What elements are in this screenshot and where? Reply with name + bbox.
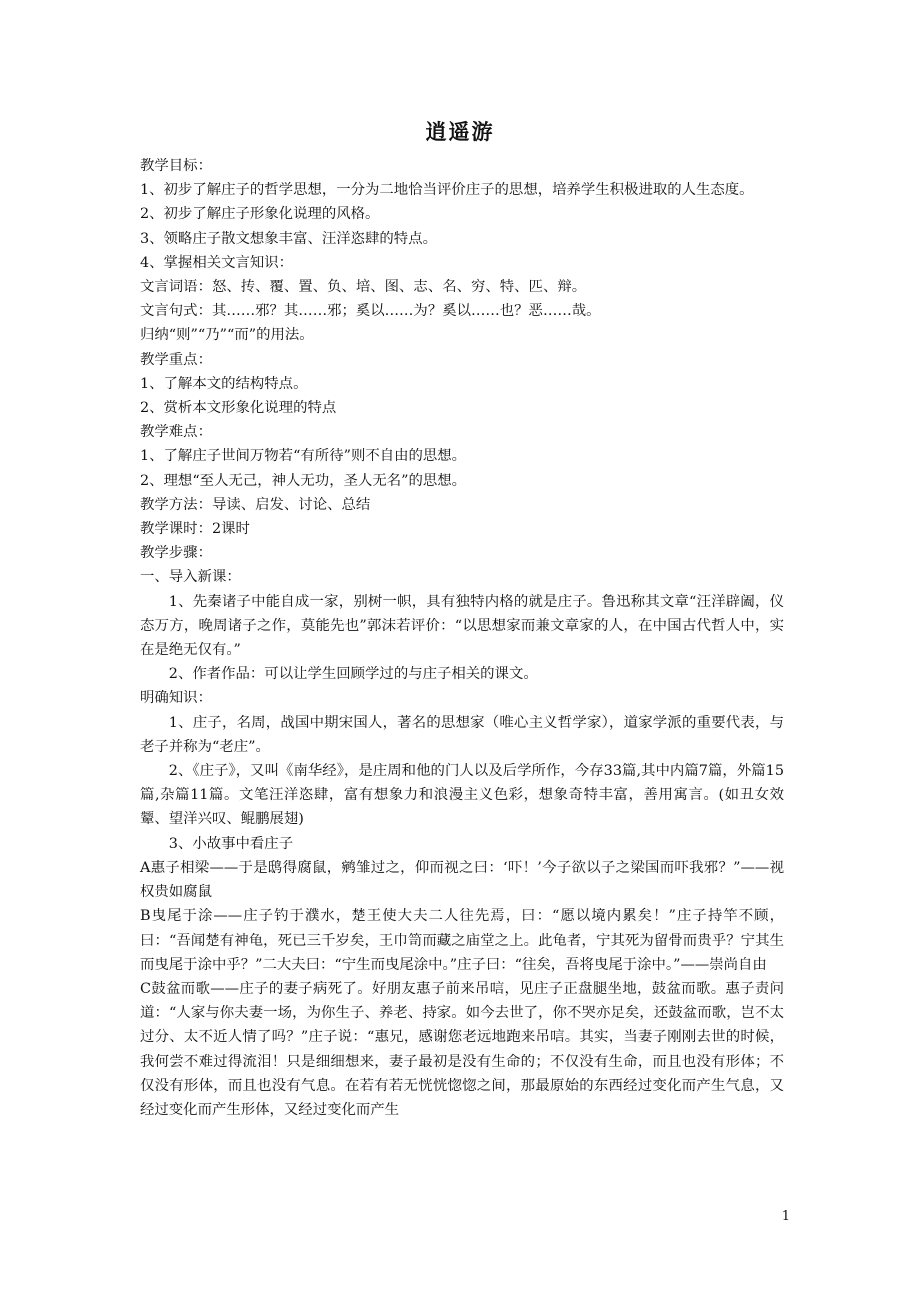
paragraph: 2、初步了解庄子形象化说理的风格。 <box>140 206 380 223</box>
paragraph: C鼓盆而歌——庄子的妻子病死了。好朋友惠子前来吊唁，见庄子正盘腿坐地，鼓盆而歌。惠子责问道：“人家与你夫妻一场，为你生子、养老、持家。如今去世了，你不哭亦足矣，还鼓盆而歌，岂不太过分、太不近人情了吗？”庄子说：“惠兄，感谢您老远地跑来吊唁。其实，当妻子刚刚去世的时候，我何尝不难过得流泪！只是细细想来，妻子最初是没有生命的；不仅没有生命，而且也没有形体；不仅没有形体，而且也没有气息。在若有若无恍恍惚惚之间，那最原始的东西经过变化而产生气息，又经过变化而产生形体，又经过变化而产生 <box>140 980 784 1118</box>
paragraph: 一、导入新课： <box>140 569 241 586</box>
paragraph: 教学目标： <box>140 158 212 174</box>
document-body <box>140 154 784 1122</box>
paragraph: 3、小故事中看庄子 <box>168 835 294 852</box>
paragraph: 归纳“则”“乃”“而”的用法。 <box>140 327 314 344</box>
paragraph: 1、了解庄子世间万物若“有所待”则不自由的思想。 <box>140 448 467 465</box>
paragraph: A惠子相梁——于是鸱得腐鼠，鹓雏过之，仰而视之曰：‘吓！’今子欲以子之梁国而吓我邪？”——视权贵如腐鼠 <box>140 859 784 901</box>
paragraph: B曳尾于涂——庄子钓于濮水，楚王使大夫二人往先焉，曰：“愿以境内累矣！”庄子持竿不顾，曰：“吾闻楚有神龟，死已三千岁矣，王巾笥而藏之庙堂之上。此龟者，宁其死为留骨而贵乎？宁其生而曳尾于涂中乎？”二大夫曰：“宁生而曳尾涂中。”庄子曰：“往矣，吾将曳尾于涂中。”——崇尚自由 <box>140 908 784 973</box>
paragraph: 1、了解本文的结构特点。 <box>140 375 308 392</box>
paragraph: 文言句式：其……邪？其……邪；奚以……为？奚以……也？恶……哉。 <box>140 303 601 320</box>
paragraph: 2、理想“至人无己，神人无功，圣人无名”的思想。 <box>140 472 467 489</box>
paragraph: 1、初步了解庄子的哲学思想，一分为二地恰当评价庄子的思想，培养学生积极进取的人生态度。 <box>140 182 754 199</box>
paragraph: 2、《庄子》，又叫《南华经》，是庄周和他的门人以及后学所作，今存33篇,其中内篇7篇，外篇15篇,杂篇11篇。文笔汪洋恣肆，富有想象力和浪漫主义色彩，想象奇特丰富，善用寓言。(如丑女效颦、望洋兴叹、鲲鹏展翅) <box>140 763 784 828</box>
paragraph: 明确知识： <box>140 690 212 707</box>
paragraph: 2、作者作品：可以让学生回顾学过的与庄子相关的课文。 <box>168 666 538 683</box>
paragraph: 4、掌握相关文言知识： <box>140 254 294 271</box>
paragraph: 3、领略庄子散文想象丰富、汪洋恣肆的特点。 <box>140 230 437 247</box>
paragraph: 文言词语：怒、抟、覆、置、负、培、图、志、名、穷、特、匹、辩。 <box>140 279 587 296</box>
paragraph: 教学步骤： <box>140 545 212 562</box>
paragraph: 教学方法：导读、启发、讨论、总结 <box>140 496 371 513</box>
paragraph: 2、赏析本文形象化说理的特点 <box>140 400 337 417</box>
page-number: 1 <box>781 1209 790 1224</box>
page-title: 逍遥游 <box>425 119 495 144</box>
paragraph: 教学难点： <box>140 424 212 441</box>
paragraph: 教学重点： <box>140 351 212 368</box>
paragraph: 1、先秦诸子中能自成一家，别树一帜，具有独特内格的就是庄子。鲁迅称其文章“汪洋辟阖，仪态万方，晚周诸子之作，莫能先也”郭沫若评价：“以思想家而兼文章家的人，在中国古代哲人中，实在是绝无仅有。” <box>140 593 784 659</box>
paragraph: 教学课时：2课时 <box>140 521 250 538</box>
paragraph: 1、庄子，名周，战国中期宋国人，著名的思想家（唯心主义哲学家），道家学派的重要代表，与老子并称为“老庄”。 <box>140 714 784 755</box>
